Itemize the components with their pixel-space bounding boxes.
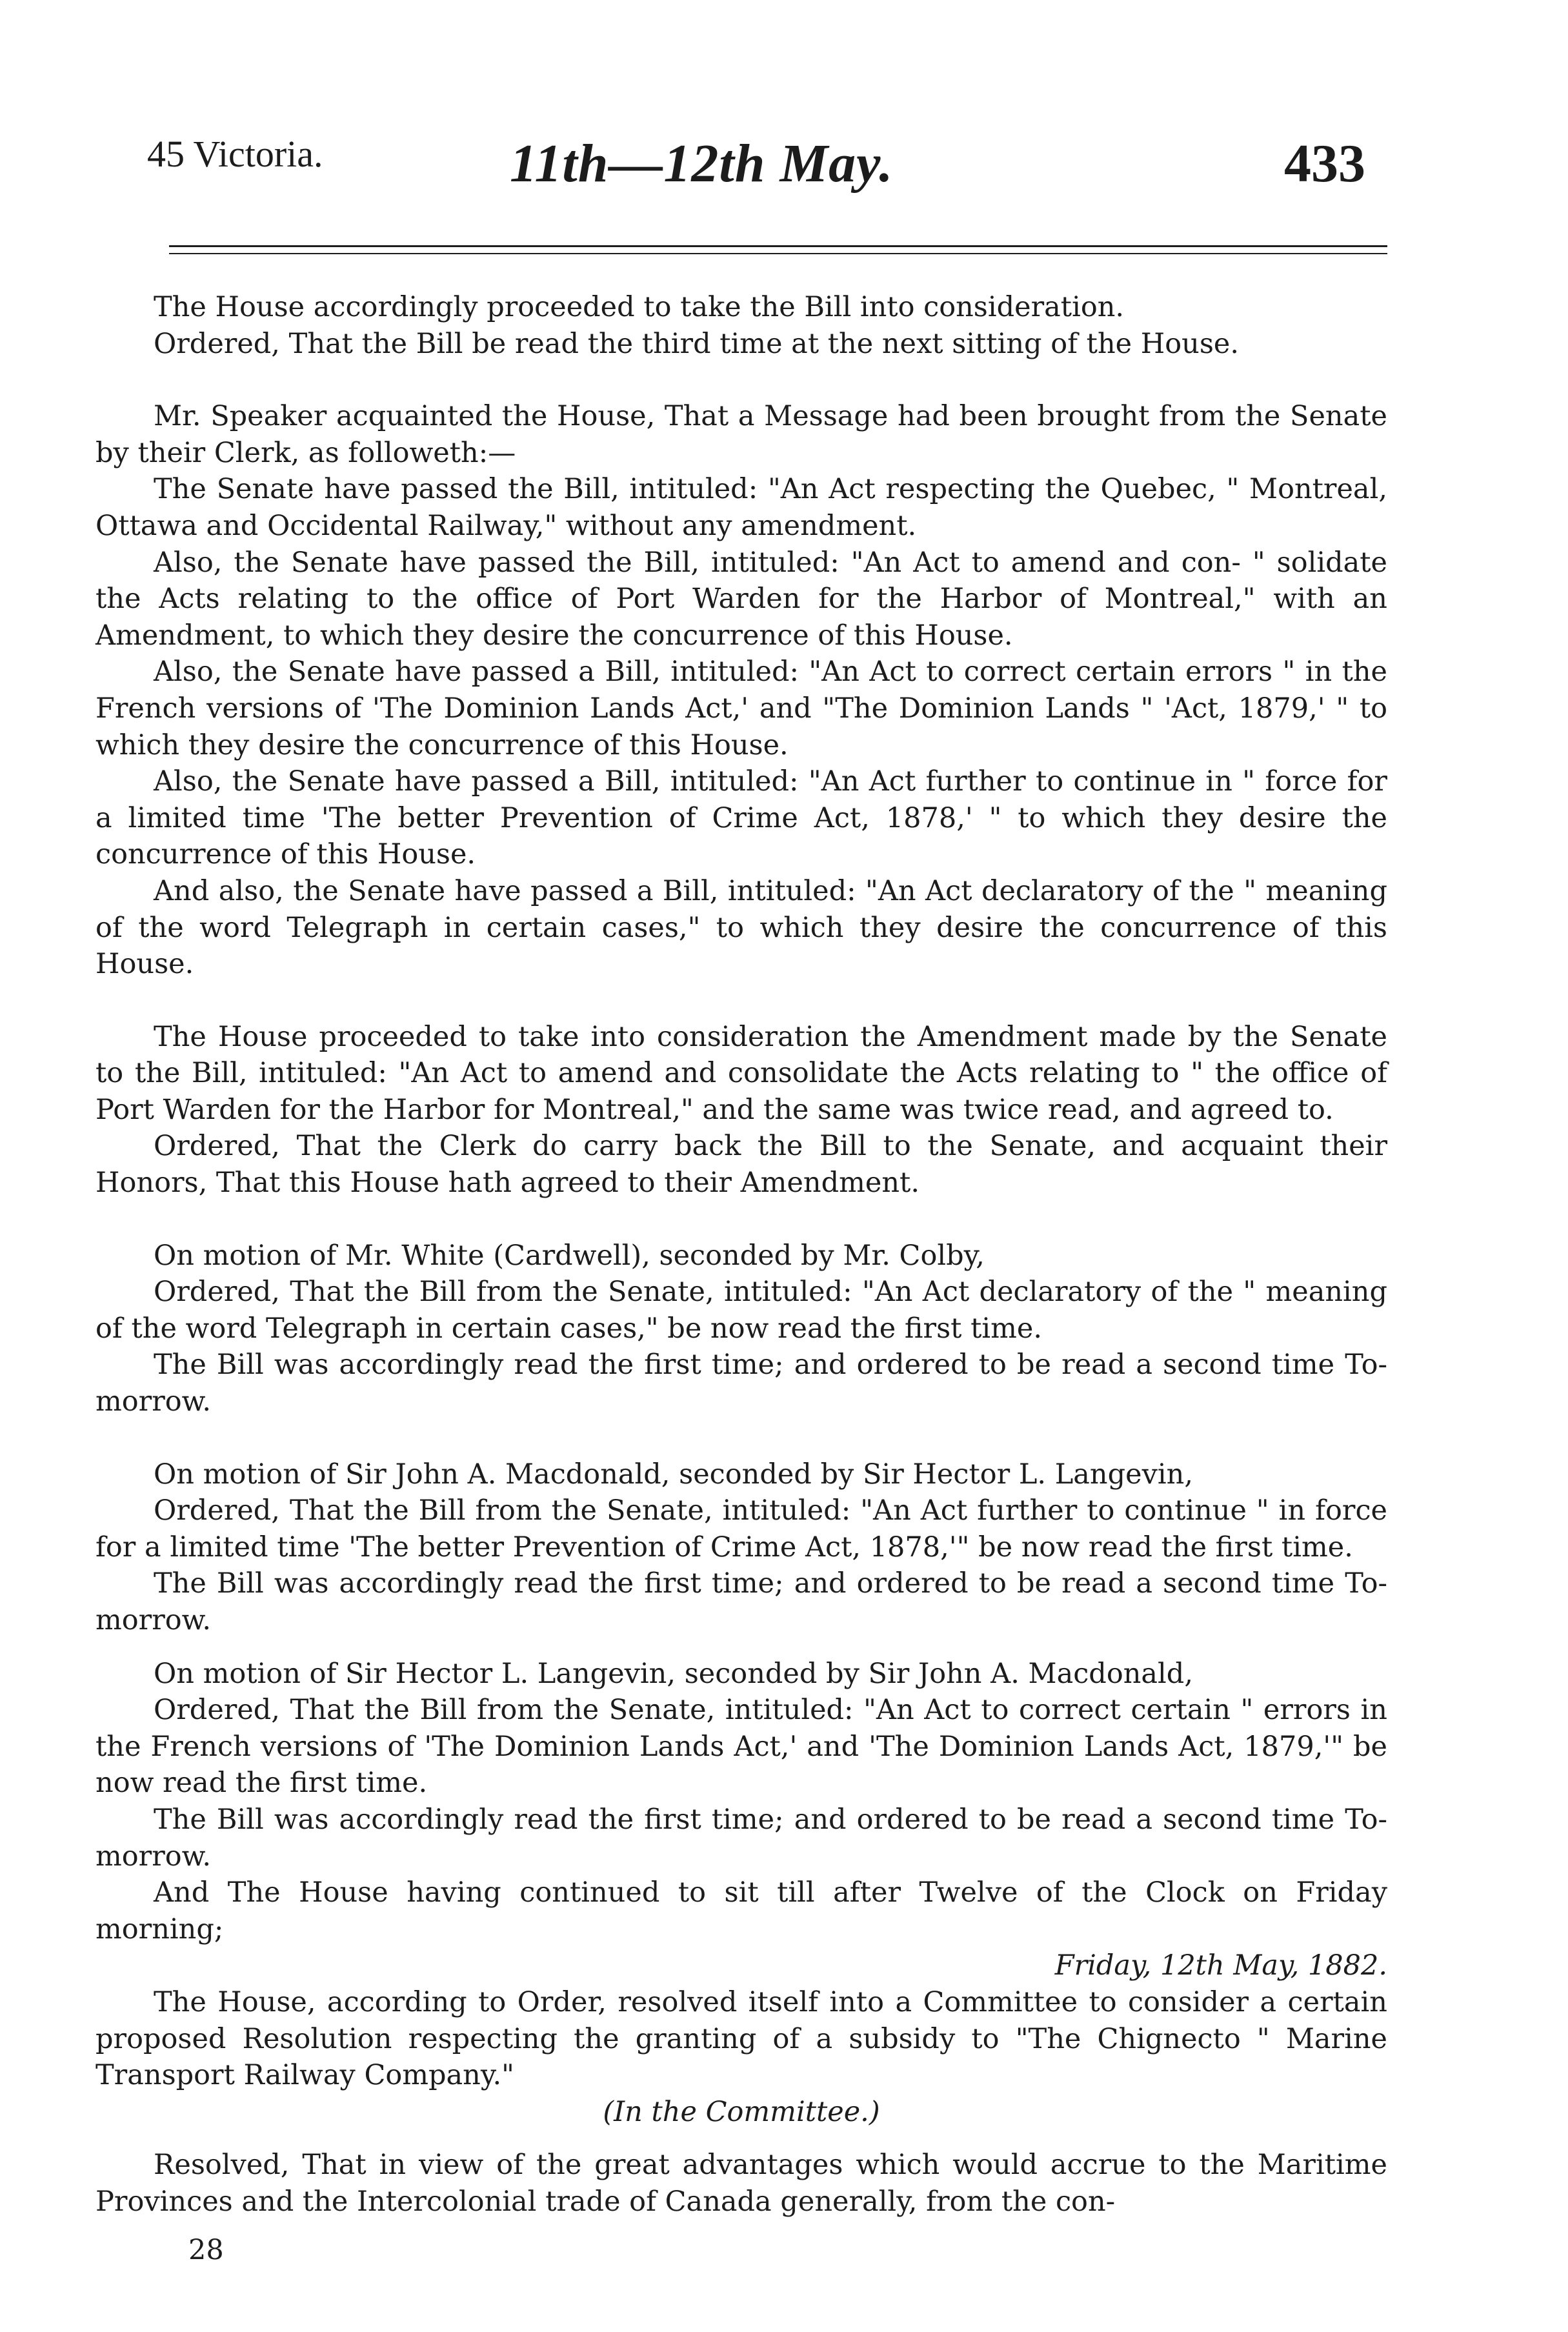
paragraph: Ordered, That the Bill from the Senate, intituled: "An Act declaratory of the " meaning of the word Telegraph in certain cases," be now read the first time. (95, 1276, 1387, 1345)
paragraph: On motion of Sir Hector L. Langevin, seconded by Sir John A. Macdonald, (154, 1657, 1193, 1690)
paragraph: Mr. Speaker acquainted the House, That a Message had been brought from the Senate by their Clerk, as followeth:— (95, 400, 1387, 469)
sitting-date: Friday, 12th May, 1882. (1054, 1949, 1387, 1982)
paragraph: Ordered, That the Bill from the Senate, intituled: "An Act further to continue " in force for a limited time 'The better Prevention of Crime Act, 1878,'" be now read the first time. (95, 1494, 1387, 1563)
committee-note: (In the Committee.) (603, 2095, 880, 2128)
journal-body (95, 289, 1387, 2220)
paragraph: The Bill was accordingly read the first time; and ordered to be read a second time To-morrow. (95, 1349, 1387, 1418)
paragraph: The Senate have passed the Bill, intituled: "An Act respecting the Quebec, " Montreal, Ottawa and Occidental Railway," without any amendment. (95, 473, 1387, 542)
header-rule-thick (169, 245, 1387, 247)
paragraph: The House, according to Order, resolved itself into a Committee to consider a certain proposed Resolution respecting the granting of a subsidy to "The Chignecto " Marine Transport Railway Company." (95, 1985, 1387, 2092)
paragraph: Ordered, That the Bill from the Senate, intituled: "An Act to correct certain " errors in the French versions of 'The Dominion Lands Act,' and 'The Dominion Lands Act, 1879,'" be now read the first time. (95, 1694, 1387, 1800)
paragraph: Ordered, That the Clerk do carry back the Bill to the Senate, and acquaint their Honors, That this House hath agreed to their Amendment. (95, 1130, 1387, 1200)
paragraph: Also, the Senate have passed the Bill, intituled: "An Act to amend and con- " solidate the Acts relating to the office of Port Warden for the Harbor of Montreal," with an Amendment, to which they desire the concurrence of this House. (95, 546, 1387, 652)
paragraph: And The House having continued to sit till after Twelve of the Clock on Friday morning; (95, 1876, 1387, 1945)
paragraph: On motion of Mr. White (Cardwell), seconded by Mr. Colby, (154, 1239, 985, 1272)
paragraph: Resolved, That in view of the great advantages which would accrue to the Maritime Provinces and the Intercolonial trade of Canada generally, from the con- (95, 2149, 1387, 2218)
page-number: 433 (1284, 134, 1365, 194)
paragraph: The House accordingly proceeded to take the Bill into consideration. (154, 291, 1125, 323)
paragraph: Ordered, That the Bill be read the third time at the next sitting of the House. (154, 327, 1240, 360)
paragraph: And also, the Senate have passed a Bill, intituled: "An Act declaratory of the " meaning of the word Telegraph in certain cases," to which they desire the concurrence of this House. (95, 874, 1387, 981)
paragraph: The Bill was accordingly read the first time; and ordered to be read a second time To-morrow. (95, 1803, 1387, 1873)
date-header: 11th—12th May. (510, 134, 894, 194)
paragraph: The Bill was accordingly read the first time; and ordered to be read a second time To-morrow. (95, 1567, 1387, 1636)
paragraph: The House proceeded to take into consideration the Amendment made by the Senate to the Bill, intituled: "An Act to amend and consolidate the Acts relating to " the office of Port Warden for the Harbor for Montreal," and the same was twice read, and agreed to. (95, 1020, 1387, 1126)
header-rule-thin (169, 253, 1387, 254)
folio-signature: 28 (188, 2234, 224, 2266)
paragraph: Also, the Senate have passed a Bill, intituled: "An Act to correct certain errors " in the French versions of 'The Dominion Lands Act,' and "The Dominion Lands " 'Act, 1879,' " to which they desire the concurrence of this House. (95, 656, 1387, 761)
paragraph: On motion of Sir John A. Macdonald, seconded by Sir Hector L. Langevin, (154, 1458, 1193, 1491)
paragraph: Also, the Senate have passed a Bill, intituled: "An Act further to continue in " force for a limited time 'The better Prevention of Crime Act, 1878,' " to which they desire the concurrence of this House. (95, 765, 1387, 871)
session-header: 45 Victoria. (147, 133, 323, 175)
